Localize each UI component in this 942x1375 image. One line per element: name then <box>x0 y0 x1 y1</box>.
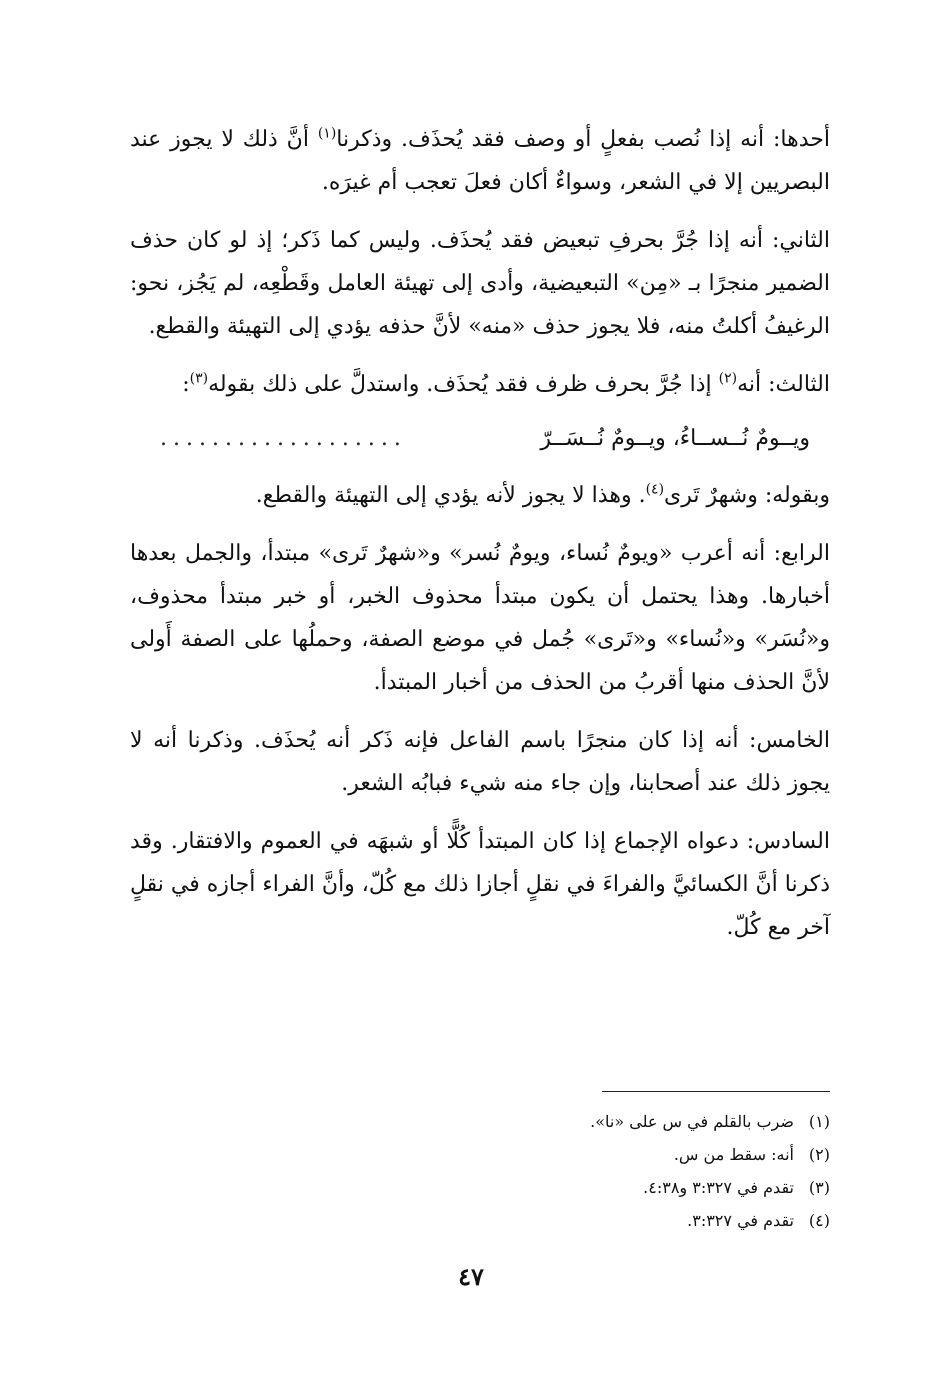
footnote-marker[interactable]: (٤) <box>645 481 665 498</box>
paragraph-text: أنَّ ذلك لا يجوز عند البصريين إلا في الشعر، وسواءٌ أكان فعلَ تعجب أم غيرَه. <box>130 127 830 195</box>
paragraph-fifth <box>130 719 830 805</box>
paragraph-sixth <box>130 820 830 949</box>
footnote-number: (١) <box>808 1112 830 1131</box>
verse-omitted-hemistich: ................... <box>160 425 407 451</box>
footnote-text: ضرب بالقلم في س على «نا». <box>590 1112 794 1131</box>
paragraph-text: وبقوله: وشهرٌ تَرى <box>664 483 830 508</box>
paragraph-text: السادس: دعواه الإجماع إذا كان المبتدأ كُلًّا أو شبهَه في العموم والافتقار. وقد ذكرنا أنَّ الكسائيَّ والفراءَ في نقلٍ أجازا ذلك مع كُلّ، وأنَّ الفراء أجازه في نقلٍ آخر مع كُلّ. <box>130 829 830 940</box>
footnote-number: (٣) <box>808 1178 830 1197</box>
paragraph-text: . وهذا لا يجوز لأنه يؤدي إلى التهيئة والقطع. <box>255 483 646 508</box>
footnote-number: (٤) <box>808 1211 830 1230</box>
verse-second-hemistich: ويــومٌ نُــســاءُ، ويــومٌ نُــسَــرّ <box>540 425 810 451</box>
paragraph-first <box>130 118 830 204</box>
paragraph-text: الخامس: أنه إذا كان منجرًا باسم الفاعل فإنه ذَكر أنه يُحذَف. وذكرنا أنه لا يجوز ذلك عند أصحابنا، وإن جاء منه شيء فبابُه الشعر. <box>130 728 830 796</box>
paragraph-fourth-quote <box>130 474 830 517</box>
footnote-text: أنه: سقط من س. <box>673 1145 794 1164</box>
paragraph-text: الثاني: أنه إذا جُرَّ بحرفِ تبعيض فقد يُحذَف. وليس كما ذَكر؛ إذ لو كان حذف الضمير منجرًا بـ «مِن» التبعيضية، وأدى إلى تهيئة العامل وقَطْعِه، لم يَجُز، نحو: الرغيفُ أكلتُ منه، فلا يجوز حذف «منه» لأنَّ حذفه يؤدي إلى التهيئة والقطع. <box>130 228 830 339</box>
footnote-item <box>330 1138 830 1171</box>
page-body <box>130 118 830 964</box>
footnote-separator <box>602 1091 830 1092</box>
footnote-item <box>330 1105 830 1138</box>
paragraph-second <box>130 219 830 348</box>
footnote-marker[interactable]: (٣) <box>189 370 209 387</box>
footnote-text: تقدم في ٣:٣٢٧. <box>687 1211 794 1230</box>
paragraph-fourth <box>130 532 830 704</box>
footnote-text: تقدم في ٣:٣٢٧ و٤:٣٨. <box>643 1178 794 1197</box>
paragraph-text: الرابع: أنه أعرب «ويومٌ نُساء، ويومٌ نُسر» و«شهرٌ تَرى» مبتدأ، والجمل بعدها أخبارها. وهذا يحتمل أن يكون مبتدأ محذوف الخبر، أو خبر مبتدأ محذوف، و«نُسَر» و«نُساء» و«تَرى» جُمل في موضع الصفة، وحملُها على الصفة أَولى لأنَّ الحذف منها أقربُ من الحذف من أخبار المبتدأ. <box>130 541 830 695</box>
footnote-item <box>330 1204 830 1237</box>
paragraph-third <box>130 363 830 406</box>
footnote-item <box>330 1171 830 1204</box>
paragraph-text: أحدها: أنه إذا نُصب بفعلٍ أو وصف فقد يُحذَف. وذكرنا <box>336 127 830 152</box>
paragraph-text: إذا جُرَّ بحرف ظرف فقد يُحذَف. واستدلَّ على ذلك بقوله <box>208 372 719 397</box>
paragraph-text: : <box>182 372 190 397</box>
paragraph-text: الثالث: أنه <box>737 372 830 397</box>
page-number: ٤٧ <box>458 1262 484 1291</box>
poetry-verse <box>130 412 830 464</box>
footnotes <box>330 1105 830 1237</box>
footnote-marker[interactable]: (١) <box>317 125 337 142</box>
footnote-marker[interactable]: (٢) <box>718 370 738 387</box>
footnote-number: (٢) <box>808 1145 830 1164</box>
